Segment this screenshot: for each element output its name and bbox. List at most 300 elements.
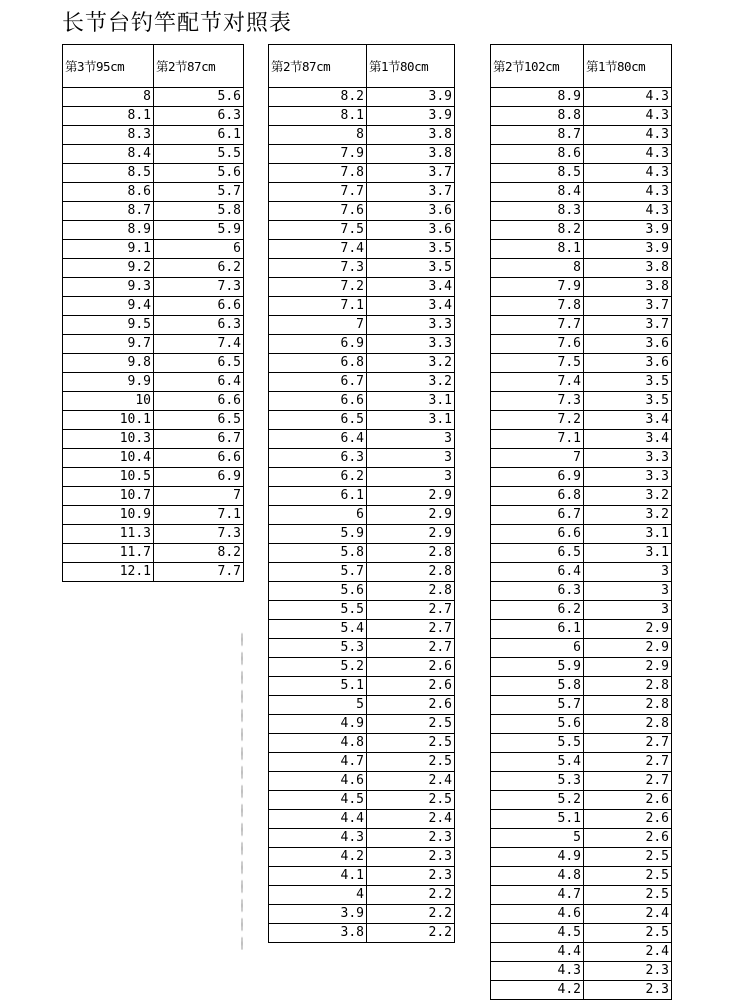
- table-row: [63, 107, 244, 126]
- table-row: [491, 696, 672, 715]
- table-cell: 6.7: [491, 506, 584, 525]
- table-cell: 4.3: [584, 88, 672, 107]
- table-row: [269, 145, 455, 164]
- table-cell: 6.5: [154, 354, 244, 373]
- table-row: [491, 392, 672, 411]
- table-row: [491, 905, 672, 924]
- table-cell: 3.6: [584, 335, 672, 354]
- table-cell: 4: [269, 886, 367, 905]
- table-cell: 2.3: [367, 867, 455, 886]
- table-cell: 2.8: [367, 582, 455, 601]
- table-row: [491, 810, 672, 829]
- table-cell: 8.9: [491, 88, 584, 107]
- table-cell: 2.6: [367, 677, 455, 696]
- table-cell: 5.6: [154, 88, 244, 107]
- table-cell: 2.2: [367, 886, 455, 905]
- table-row: [269, 392, 455, 411]
- table-row: [269, 867, 455, 886]
- column-header: 第1节80cm: [367, 45, 455, 88]
- table-row: [269, 772, 455, 791]
- table-row: [269, 202, 455, 221]
- table-cell: 7.9: [491, 278, 584, 297]
- table-cell: 7.1: [491, 430, 584, 449]
- table-cell: 2.9: [584, 658, 672, 677]
- table-row: [63, 544, 244, 563]
- table-cell: 6.6: [491, 525, 584, 544]
- table-row: [491, 582, 672, 601]
- table-cell: 7.4: [269, 240, 367, 259]
- table-row: [269, 487, 455, 506]
- table-cell: 7.4: [491, 373, 584, 392]
- table-cell: 2.2: [367, 905, 455, 924]
- table-cell: 3.1: [367, 392, 455, 411]
- table-row: [491, 297, 672, 316]
- table-row: [491, 639, 672, 658]
- table-cell: 3.7: [584, 297, 672, 316]
- table-row: [491, 354, 672, 373]
- table-cell: 7.6: [491, 335, 584, 354]
- table-cell: 6.6: [154, 297, 244, 316]
- table-header-row: [63, 45, 244, 88]
- table-cell: 7.9: [269, 145, 367, 164]
- table-row: [269, 506, 455, 525]
- table-cell: 2.6: [367, 658, 455, 677]
- table-row: [491, 620, 672, 639]
- table-cell: 9.2: [63, 259, 154, 278]
- table-cell: 5: [269, 696, 367, 715]
- table-cell: 7.3: [269, 259, 367, 278]
- table-row: [269, 88, 455, 107]
- column-header: 第2节102cm: [491, 45, 584, 88]
- table-row: [491, 962, 672, 981]
- table-cell: 4.3: [584, 183, 672, 202]
- table-row: [63, 221, 244, 240]
- table-row: [491, 411, 672, 430]
- table-cell: 3.2: [367, 373, 455, 392]
- table-cell: 3.3: [584, 468, 672, 487]
- table-cell: 4.8: [269, 734, 367, 753]
- table-cell: 2.5: [584, 886, 672, 905]
- table-87cm-80cm: [268, 44, 455, 943]
- table-row: [491, 658, 672, 677]
- table-cell: 4.4: [269, 810, 367, 829]
- table-cell: 3.1: [584, 525, 672, 544]
- table-cell: 6.3: [154, 107, 244, 126]
- table-cell: 2.8: [367, 544, 455, 563]
- table-cell: 3.2: [367, 354, 455, 373]
- table-cell: 7.8: [269, 164, 367, 183]
- table-row: [491, 335, 672, 354]
- table-cell: 4.2: [269, 848, 367, 867]
- table-cell: 2.9: [367, 506, 455, 525]
- table-cell: 5.1: [491, 810, 584, 829]
- table-row: [491, 221, 672, 240]
- table-102cm-80cm: [490, 44, 672, 1000]
- table-row: [491, 715, 672, 734]
- table-row: [491, 867, 672, 886]
- table-cell: 8.7: [63, 202, 154, 221]
- table-cell: 6.6: [269, 392, 367, 411]
- table-row: [269, 658, 455, 677]
- table-cell: 10.5: [63, 468, 154, 487]
- column-header: 第3节95cm: [63, 45, 154, 88]
- table-cell: 3.6: [367, 221, 455, 240]
- table-row: [269, 544, 455, 563]
- table-cell: 9.8: [63, 354, 154, 373]
- table-cell: 3.3: [367, 335, 455, 354]
- table-row: [63, 430, 244, 449]
- table-cell: 5.1: [269, 677, 367, 696]
- table-header-row: [491, 45, 672, 88]
- table-cell: 8.6: [491, 145, 584, 164]
- table-cell: 6.1: [491, 620, 584, 639]
- table-cell: 10.3: [63, 430, 154, 449]
- table-cell: 4.4: [491, 943, 584, 962]
- table-cell: 2.6: [367, 696, 455, 715]
- table-cell: 3.4: [367, 278, 455, 297]
- table-row: [269, 924, 455, 943]
- table-row: [63, 354, 244, 373]
- table-row: [491, 468, 672, 487]
- column-header: 第2节87cm: [154, 45, 244, 88]
- table-cell: 9.1: [63, 240, 154, 259]
- table-cell: 9.3: [63, 278, 154, 297]
- table-cell: 6.7: [269, 373, 367, 392]
- table-cell: 2.6: [584, 791, 672, 810]
- table-cell: 2.9: [367, 525, 455, 544]
- table-row: [63, 411, 244, 430]
- table-cell: 9.9: [63, 373, 154, 392]
- table-row: [491, 316, 672, 335]
- table-cell: 2.3: [584, 962, 672, 981]
- table-row: [491, 107, 672, 126]
- table-row: [491, 772, 672, 791]
- table-row: [63, 506, 244, 525]
- table-cell: 5.3: [491, 772, 584, 791]
- table-row: [269, 354, 455, 373]
- table-cell: 6.1: [269, 487, 367, 506]
- table-cell: 6.6: [154, 449, 244, 468]
- table-cell: 3.8: [269, 924, 367, 943]
- table-row: [269, 791, 455, 810]
- table-row: [63, 468, 244, 487]
- table-cell: 9.5: [63, 316, 154, 335]
- table-cell: 3.9: [584, 240, 672, 259]
- table-cell: 2.8: [584, 715, 672, 734]
- table-cell: 2.6: [584, 810, 672, 829]
- table-cell: 3.9: [584, 221, 672, 240]
- dotted-divider: [241, 630, 243, 950]
- table-row: [269, 259, 455, 278]
- table-cell: 2.4: [367, 772, 455, 791]
- table-cell: 3.7: [367, 164, 455, 183]
- table-cell: 5.9: [491, 658, 584, 677]
- table-row: [63, 126, 244, 145]
- table-cell: 7.5: [269, 221, 367, 240]
- table-row: [491, 145, 672, 164]
- table-cell: 4.3: [491, 962, 584, 981]
- table-row: [491, 88, 672, 107]
- table-cell: 8.1: [63, 107, 154, 126]
- table-cell: 4.3: [584, 164, 672, 183]
- table-row: [269, 297, 455, 316]
- table-row: [63, 88, 244, 107]
- table-cell: 8.4: [63, 145, 154, 164]
- table-row: [491, 544, 672, 563]
- table-cell: 3: [584, 582, 672, 601]
- table-cell: 2.5: [367, 734, 455, 753]
- table-cell: 10.9: [63, 506, 154, 525]
- table-row: [491, 278, 672, 297]
- table-cell: 3: [367, 430, 455, 449]
- table-cell: 4.6: [491, 905, 584, 924]
- table-cell: 2.8: [584, 677, 672, 696]
- table-cell: 6.8: [269, 354, 367, 373]
- table-row: [63, 373, 244, 392]
- table-cell: 3.1: [584, 544, 672, 563]
- table-row: [491, 924, 672, 943]
- table-row: [269, 468, 455, 487]
- table-cell: 4.3: [584, 145, 672, 164]
- table-cell: 7.1: [269, 297, 367, 316]
- table-cell: 2.5: [584, 924, 672, 943]
- table-cell: 5.6: [269, 582, 367, 601]
- table-cell: 11.7: [63, 544, 154, 563]
- table-cell: 2.5: [584, 848, 672, 867]
- table-row: [491, 430, 672, 449]
- table-row: [491, 449, 672, 468]
- table-cell: 10: [63, 392, 154, 411]
- table-cell: 2.3: [584, 981, 672, 1000]
- table-cell: 4.1: [269, 867, 367, 886]
- table-row: [269, 430, 455, 449]
- table-cell: 3.5: [584, 392, 672, 411]
- table-cell: 8.5: [491, 164, 584, 183]
- table-cell: 5.4: [269, 620, 367, 639]
- table-cell: 7.7: [269, 183, 367, 202]
- table-row: [63, 240, 244, 259]
- table-cell: 7.3: [154, 278, 244, 297]
- table-cell: 3.7: [367, 183, 455, 202]
- table-cell: 6.4: [491, 563, 584, 582]
- table-cell: 5.9: [154, 221, 244, 240]
- table-row: [491, 943, 672, 962]
- table-row: [63, 183, 244, 202]
- table-cell: 4.5: [269, 791, 367, 810]
- table-row: [269, 316, 455, 335]
- table-cell: 5.5: [154, 145, 244, 164]
- table-cell: 2.7: [584, 753, 672, 772]
- table-cell: 7.7: [491, 316, 584, 335]
- table-row: [491, 829, 672, 848]
- table-cell: 2.4: [584, 943, 672, 962]
- table-cell: 4.3: [584, 107, 672, 126]
- table-cell: 9.4: [63, 297, 154, 316]
- table-row: [269, 810, 455, 829]
- table-cell: 2.4: [584, 905, 672, 924]
- table-cell: 8.4: [491, 183, 584, 202]
- table-cell: 6.7: [154, 430, 244, 449]
- column-header: 第2节87cm: [269, 45, 367, 88]
- table-row: [269, 240, 455, 259]
- table-cell: 10.7: [63, 487, 154, 506]
- column-header: 第1节80cm: [584, 45, 672, 88]
- table-cell: 7.1: [154, 506, 244, 525]
- table-row: [63, 487, 244, 506]
- table-row: [63, 278, 244, 297]
- table-cell: 8.9: [63, 221, 154, 240]
- table-cell: 10.4: [63, 449, 154, 468]
- table-cell: 2.6: [584, 829, 672, 848]
- table-cell: 8: [63, 88, 154, 107]
- table-row: [63, 202, 244, 221]
- table-cell: 3.8: [367, 145, 455, 164]
- table-cell: 3.9: [367, 107, 455, 126]
- table-cell: 3: [367, 468, 455, 487]
- table-row: [491, 734, 672, 753]
- table-cell: 4.9: [491, 848, 584, 867]
- table-cell: 5.5: [491, 734, 584, 753]
- table-cell: 2.7: [367, 620, 455, 639]
- table-row: [269, 715, 455, 734]
- table-cell: 5.8: [269, 544, 367, 563]
- table-row: [491, 886, 672, 905]
- table-cell: 2.5: [367, 791, 455, 810]
- table-cell: 7.2: [491, 411, 584, 430]
- table-cell: 2.9: [584, 620, 672, 639]
- table-cell: 6.8: [491, 487, 584, 506]
- table-row: [269, 734, 455, 753]
- table-cell: 7.7: [154, 563, 244, 582]
- table-row: [269, 411, 455, 430]
- table-cell: 6.6: [154, 392, 244, 411]
- table-cell: 2.7: [584, 772, 672, 791]
- table-row: [491, 240, 672, 259]
- table-cell: 4.3: [269, 829, 367, 848]
- table-row: [491, 183, 672, 202]
- table-cell: 5.3: [269, 639, 367, 658]
- table-cell: 8.7: [491, 126, 584, 145]
- table-cell: 3.7: [584, 316, 672, 335]
- table-cell: 6.4: [154, 373, 244, 392]
- table-cell: 5.8: [154, 202, 244, 221]
- table-cell: 3: [367, 449, 455, 468]
- table-cell: 7.6: [269, 202, 367, 221]
- table-row: [269, 373, 455, 392]
- table-row: [269, 582, 455, 601]
- table-row: [63, 297, 244, 316]
- table-cell: 2.5: [367, 715, 455, 734]
- table-cell: 4.6: [269, 772, 367, 791]
- table-cell: 6: [269, 506, 367, 525]
- table-cell: 8.2: [269, 88, 367, 107]
- table-cell: 6.3: [491, 582, 584, 601]
- table-row: [63, 392, 244, 411]
- table-row: [491, 126, 672, 145]
- table-cell: 12.1: [63, 563, 154, 582]
- table-row: [269, 126, 455, 145]
- table-cell: 5.6: [154, 164, 244, 183]
- table-cell: 10.1: [63, 411, 154, 430]
- table-cell: 4.3: [584, 126, 672, 145]
- table-cell: 5.2: [269, 658, 367, 677]
- table-cell: 6.5: [491, 544, 584, 563]
- table-cell: 7: [491, 449, 584, 468]
- table-row: [269, 753, 455, 772]
- table-cell: 8: [269, 126, 367, 145]
- table-cell: 2.5: [367, 753, 455, 772]
- table-cell: 5.9: [269, 525, 367, 544]
- table-cell: 3.3: [584, 449, 672, 468]
- table-cell: 3.3: [367, 316, 455, 335]
- table-cell: 4.5: [491, 924, 584, 943]
- table-cell: 5: [491, 829, 584, 848]
- table-cell: 3.4: [584, 430, 672, 449]
- table-row: [269, 905, 455, 924]
- table-cell: 4.7: [269, 753, 367, 772]
- table-row: [491, 259, 672, 278]
- table-cell: 8.5: [63, 164, 154, 183]
- table-cell: 3.5: [584, 373, 672, 392]
- table-row: [269, 601, 455, 620]
- table-cell: 6.2: [154, 259, 244, 278]
- table-row: [269, 886, 455, 905]
- table-row: [269, 221, 455, 240]
- table-row: [491, 848, 672, 867]
- table-cell: 6.5: [154, 411, 244, 430]
- table-row: [491, 202, 672, 221]
- table-cell: 8.1: [491, 240, 584, 259]
- table-header-row: [269, 45, 455, 88]
- table-cell: 7.3: [154, 525, 244, 544]
- table-row: [63, 164, 244, 183]
- table-cell: 2.3: [367, 829, 455, 848]
- table-row: [269, 696, 455, 715]
- table-cell: 4.7: [491, 886, 584, 905]
- table-cell: 7.5: [491, 354, 584, 373]
- table-cell: 2.2: [367, 924, 455, 943]
- table-cell: 6.3: [269, 449, 367, 468]
- table-cell: 6.1: [154, 126, 244, 145]
- table-cell: 7.2: [269, 278, 367, 297]
- table-row: [491, 677, 672, 696]
- table-row: [269, 848, 455, 867]
- table-row: [269, 563, 455, 582]
- table-cell: 3.6: [367, 202, 455, 221]
- table-cell: 7.4: [154, 335, 244, 354]
- table-row: [491, 563, 672, 582]
- table-cell: 5.2: [491, 791, 584, 810]
- table-cell: 3.8: [584, 259, 672, 278]
- table-cell: 6.9: [269, 335, 367, 354]
- table-cell: 8.8: [491, 107, 584, 126]
- table-row: [63, 563, 244, 582]
- table-cell: 8: [491, 259, 584, 278]
- table-row: [491, 487, 672, 506]
- table-row: [269, 449, 455, 468]
- table-95cm-87cm: [62, 44, 244, 582]
- table-cell: 3.1: [367, 411, 455, 430]
- table-cell: 3: [584, 601, 672, 620]
- table-cell: 8.2: [154, 544, 244, 563]
- table-row: [269, 525, 455, 544]
- table-cell: 6: [154, 240, 244, 259]
- table-row: [491, 791, 672, 810]
- table-row: [491, 373, 672, 392]
- table-cell: 2.7: [367, 639, 455, 658]
- table-cell: 5.4: [491, 753, 584, 772]
- table-cell: 3.8: [367, 126, 455, 145]
